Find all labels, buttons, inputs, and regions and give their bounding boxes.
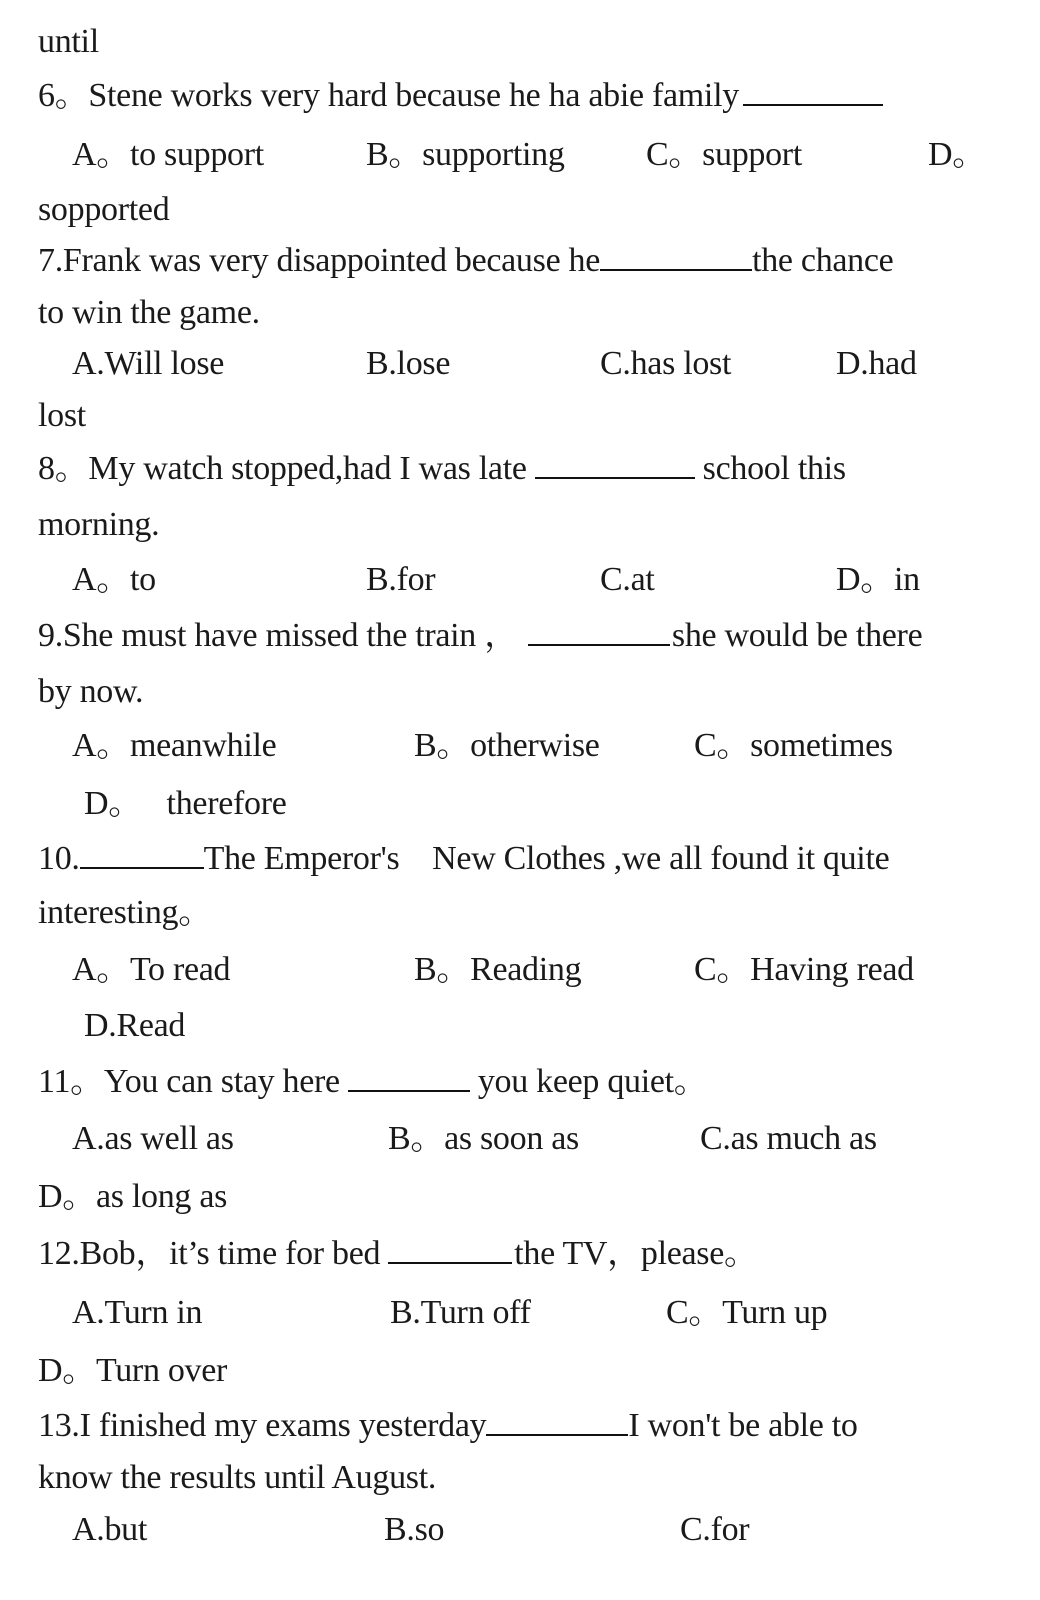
question-9-text-b: she would be there [671,617,923,654]
question-6-text: 6。Stene works very hard because he ha abie family [38,77,739,114]
answer-blank [743,76,883,106]
q6-option-d: D。 [928,136,986,173]
q8-option-c: C.at [600,561,655,598]
answer-blank [388,1234,512,1264]
question-12 [38,1234,758,1274]
answer-blank [80,839,204,869]
text-line: until [38,23,99,60]
q7-option-b: B.lose [366,345,451,382]
q11-option-c: C.as much as [700,1120,877,1157]
q7-option-c: C.has lost [600,345,732,382]
q6-option-a: A。to support [72,136,264,173]
q8-option-d: D。in [836,561,920,598]
q10-option-d: D.Read [84,1007,186,1044]
q12-option-b: B.Turn off [390,1294,531,1331]
question-13-text-a: 13.I finished my exams yesterday [38,1407,487,1444]
q12-option-a: A.Turn in [72,1294,203,1331]
q11-option-d: D。as long as [38,1178,228,1215]
q9-option-d: D。 therefore [84,785,287,822]
question-7-text-a: 7.Frank was very disappointed because he [38,242,601,279]
q11-option-b: B。as soon as [388,1120,579,1157]
question-9 [38,616,922,656]
question-10 [38,839,889,879]
q10-option-b: B。Reading [414,951,582,988]
question-11-text-a: 11。You can stay here [38,1063,340,1100]
q6-option-b: B。supporting [366,136,565,173]
q7-option-d-cont: lost [38,397,86,434]
answer-blank [486,1406,628,1436]
question-8-cont: morning. [38,506,160,543]
q9-option-a: A。meanwhile [72,727,277,764]
question-10-text: The Emperor's New Clothes ,we all found it quite [203,840,890,877]
question-10-number: 10. [38,840,80,877]
question-6 [38,76,887,116]
q9-option-c: C。sometimes [694,727,893,764]
answer-blank [600,241,752,271]
answer-blank [348,1062,470,1092]
question-8-text-a: 8。My watch stopped,had I was late [38,450,527,487]
q6-option-c: C。support [646,136,802,173]
q13-option-b: B.so [384,1511,445,1548]
q8-option-a: A。to [72,561,156,598]
question-12-text-a: 12.Bob，it’s time for bed [38,1235,381,1272]
q13-option-a: A.but [72,1511,148,1548]
q10-option-c: C。Having read [694,951,914,988]
question-7-text-b: the chance [752,242,894,279]
q9-option-b: B。otherwise [414,727,600,764]
q10-option-a: A。To read [72,951,231,988]
question-11 [38,1062,708,1102]
q13-option-c: C.for [680,1511,750,1548]
question-13-text-b: I won't be able to [628,1407,858,1444]
q12-option-d: D。Turn over [38,1352,228,1389]
question-8-text-b: school this [702,450,846,487]
question-12-text-b: the TV，please。 [514,1235,758,1272]
answer-blank [535,449,695,479]
question-13-cont: know the results until August. [38,1459,437,1496]
q7-option-d: D.had [836,345,917,382]
q12-option-c: C。Turn up [666,1294,828,1331]
question-10-cont: interesting。 [38,894,212,931]
question-9-text-a: 9.She must have missed the train ， [38,617,518,654]
q8-option-b: B.for [366,561,436,598]
question-7-cont: to win the game. [38,294,260,331]
question-13 [38,1406,858,1446]
q11-option-a: A.as well as [72,1120,234,1157]
q7-option-a: A.Will lose [72,345,225,382]
question-11-text-b: you keep quiet。 [477,1063,708,1100]
question-7 [38,241,893,281]
answer-blank [528,616,670,646]
question-9-cont: by now. [38,673,144,710]
q6-option-d-cont: sopported [38,191,170,228]
question-8 [38,449,846,489]
